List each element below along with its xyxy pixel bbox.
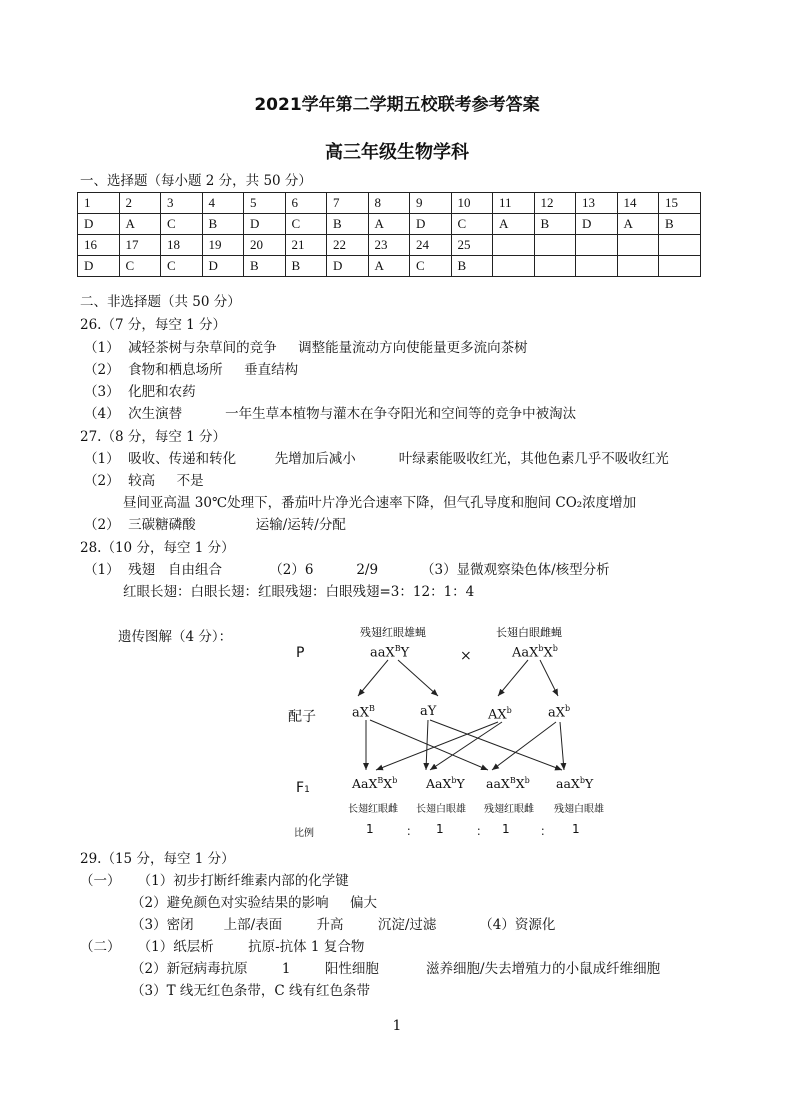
q27-line4: （2） 三碳糖磷酸 运输/运转/分配 xyxy=(84,517,346,533)
page-subtitle: 高三年级生物学科 xyxy=(325,142,469,163)
arrow xyxy=(492,722,556,770)
q27-line1: （1） 吸收、传递和转化 先增加后减小 叶绿素能吸收红光，其他色素几乎不吸收红光 xyxy=(84,451,669,467)
table-row xyxy=(78,214,701,235)
table-cell: 1 xyxy=(78,193,120,214)
table-cell xyxy=(534,235,576,256)
table-cell: 7 xyxy=(327,193,369,214)
table-cell: D xyxy=(244,214,286,235)
arrow xyxy=(426,720,428,770)
arrow xyxy=(560,722,564,770)
gamete: $aX^b$ xyxy=(548,704,571,721)
table-cell: 13 xyxy=(576,193,618,214)
offspring: aaX$^b$Y xyxy=(556,776,594,792)
arrow xyxy=(430,720,562,770)
q28-line1: （1） 残翅 自由组合 （2）6 2/9 （3）显微观察染色体/核型分析 xyxy=(84,562,610,578)
table-cell xyxy=(617,256,659,277)
table-cell xyxy=(493,256,535,277)
ratio-value: 1 xyxy=(436,822,444,836)
table-row xyxy=(78,256,701,277)
q26-line2: （2） 食物和栖息场所 垂直结构 xyxy=(84,362,299,378)
table-cell: 25 xyxy=(451,235,493,256)
table-cell: D xyxy=(410,214,452,235)
table-row xyxy=(78,235,701,256)
gamete: $aX^B$ xyxy=(352,704,375,721)
arrow xyxy=(430,722,502,770)
offspring: $AaX^BX^b$ xyxy=(352,776,398,792)
table-cell: 24 xyxy=(410,235,452,256)
table-cell xyxy=(576,256,618,277)
table-cell: 20 xyxy=(244,235,286,256)
table-cell xyxy=(534,256,576,277)
table-cell: A xyxy=(368,256,410,277)
table-cell: A xyxy=(368,214,410,235)
ratio-sep: ： xyxy=(540,824,553,838)
table-cell: 14 xyxy=(617,193,659,214)
ratio-value: 1 xyxy=(572,822,580,836)
table-cell: 17 xyxy=(119,235,161,256)
genetic-diagram xyxy=(280,618,620,843)
gamete: $AX^b$ xyxy=(488,706,512,723)
table-cell: B xyxy=(534,214,576,235)
table-cell: C xyxy=(285,214,327,235)
table-cell: 9 xyxy=(410,193,452,214)
male-desc: 残翅红眼雄蝇 xyxy=(360,626,426,639)
cross-symbol: × xyxy=(460,648,472,664)
table-cell: C xyxy=(161,214,203,235)
arrow xyxy=(498,660,528,696)
table-cell: D xyxy=(78,214,120,235)
arrow xyxy=(358,660,388,696)
table-cell: 23 xyxy=(368,235,410,256)
section2-heading: 二、非选择题（共 50 分） xyxy=(80,294,241,310)
ratio-label: 比例 xyxy=(294,828,314,839)
female-genotype: $AaX^bX^b$ xyxy=(512,644,558,661)
q28-line2: 红眼长翅：白眼长翅：红眼残翅：白眼残翅=3：12：1：4 xyxy=(123,584,475,600)
q29-line-b1: （二） （1）纸层析 抗原-抗体 1 复合物 xyxy=(80,939,365,955)
table-cell xyxy=(659,256,701,277)
table-cell xyxy=(617,235,659,256)
table-cell: B xyxy=(451,256,493,277)
table-cell: B xyxy=(285,256,327,277)
table-cell: 8 xyxy=(368,193,410,214)
table-cell: B xyxy=(659,214,701,235)
table-cell: 21 xyxy=(285,235,327,256)
offspring-desc: 残翅红眼雌 xyxy=(484,804,534,815)
q29-line-b3: （3）T 线无红色条带，C 线有红色条带 xyxy=(131,983,371,999)
q29-head: 29.（15 分，每空 1 分） xyxy=(80,851,235,867)
arrow xyxy=(370,720,488,770)
table-cell: C xyxy=(119,256,161,277)
offspring-desc: 长翅红眼雌 xyxy=(348,804,398,815)
arrow xyxy=(376,722,498,770)
table-cell: 3 xyxy=(161,193,203,214)
table-cell: 16 xyxy=(78,235,120,256)
arrow xyxy=(540,660,558,696)
answer-table xyxy=(77,192,701,277)
table-cell: 5 xyxy=(244,193,286,214)
table-cell xyxy=(659,235,701,256)
q27-head: 27.（8 分，每空 1 分） xyxy=(80,429,227,445)
table-cell: D xyxy=(576,214,618,235)
table-cell: 19 xyxy=(202,235,244,256)
page-number: 1 xyxy=(392,1018,402,1034)
gamete: aY xyxy=(420,704,437,719)
q26-head: 26.（7 分，每空 1 分） xyxy=(80,317,227,333)
q26-line3: （3） 化肥和农药 xyxy=(84,384,196,400)
arrow xyxy=(398,660,438,696)
table-cell: D xyxy=(327,256,369,277)
q26-line4: （4） 次生演替 一年生草本植物与灌木在争夺阳光和空间等的竞争中被淘汰 xyxy=(84,406,577,422)
table-cell: 6 xyxy=(285,193,327,214)
offspring-desc: 长翅白眼雄 xyxy=(416,804,466,815)
table-cell: A xyxy=(119,214,161,235)
offspring-desc: 残翅白眼雄 xyxy=(554,804,604,815)
female-desc: 长翅白眼雌蝇 xyxy=(496,626,562,639)
table-cell: A xyxy=(617,214,659,235)
offspring: $aaX^BX^b$ xyxy=(486,776,530,792)
table-cell: 2 xyxy=(119,193,161,214)
table-cell: C xyxy=(410,256,452,277)
q29-line-a2: （2）避免颜色对实验结果的影响 偏大 xyxy=(131,895,378,911)
q27-line3: 昼间亚高温 30℃处理下，番茄叶片净光合速率下降，但气孔导度和胞间 CO₂浓度增加 xyxy=(123,495,637,511)
table-cell: 10 xyxy=(451,193,493,214)
table-cell: B xyxy=(202,214,244,235)
q29-line-a1: （一） （1）初步打断纤维素内部的化学键 xyxy=(80,873,349,889)
q29-line-a3: （3）密闭 上部/表面 升高 沉淀/过滤 （4）资源化 xyxy=(131,917,556,933)
table-cell: C xyxy=(161,256,203,277)
table-cell: D xyxy=(78,256,120,277)
q28-head: 28.（10 分，每空 1 分） xyxy=(80,540,235,556)
table-cell: 11 xyxy=(493,193,535,214)
q27-line2: （2） 较高 不是 xyxy=(84,473,204,489)
table-cell: 18 xyxy=(161,235,203,256)
f1-label: F1 xyxy=(296,780,310,796)
section1-heading: 一、选择题（每小题 2 分，共 50 分） xyxy=(80,173,312,189)
ratio-value: 1 xyxy=(366,822,374,836)
table-cell xyxy=(576,235,618,256)
ratio-sep: ： xyxy=(476,824,489,838)
table-row xyxy=(78,193,701,214)
offspring: AaX$^b$Y xyxy=(426,776,465,792)
table-cell: 22 xyxy=(327,235,369,256)
table-cell: B xyxy=(327,214,369,235)
table-cell: D xyxy=(202,256,244,277)
table-cell: A xyxy=(493,214,535,235)
table-cell: C xyxy=(451,214,493,235)
table-cell: 12 xyxy=(534,193,576,214)
table-cell: 15 xyxy=(659,193,701,214)
diagram-label: 遗传图解（4 分）： xyxy=(118,629,233,645)
table-cell: 4 xyxy=(202,193,244,214)
male-genotype: aaX$^B$Y xyxy=(370,644,410,661)
page-title: 2021学年第二学期五校联考参考答案 xyxy=(254,95,540,115)
q29-line-b2: （2）新冠病毒抗原 1 阳性细胞 滋养细胞/失去增殖力的小鼠成纤维细胞 xyxy=(131,961,661,977)
gamete-label: 配子 xyxy=(288,709,316,725)
ratio-value: 1 xyxy=(502,822,510,836)
table-cell: B xyxy=(244,256,286,277)
table-cell xyxy=(493,235,535,256)
p-label: P xyxy=(296,645,305,661)
q26-line1: （1） 减轻茶树与杂草间的竞争 调整能量流动方向使能量更多流向茶树 xyxy=(84,340,528,356)
ratio-sep: ： xyxy=(406,824,419,838)
